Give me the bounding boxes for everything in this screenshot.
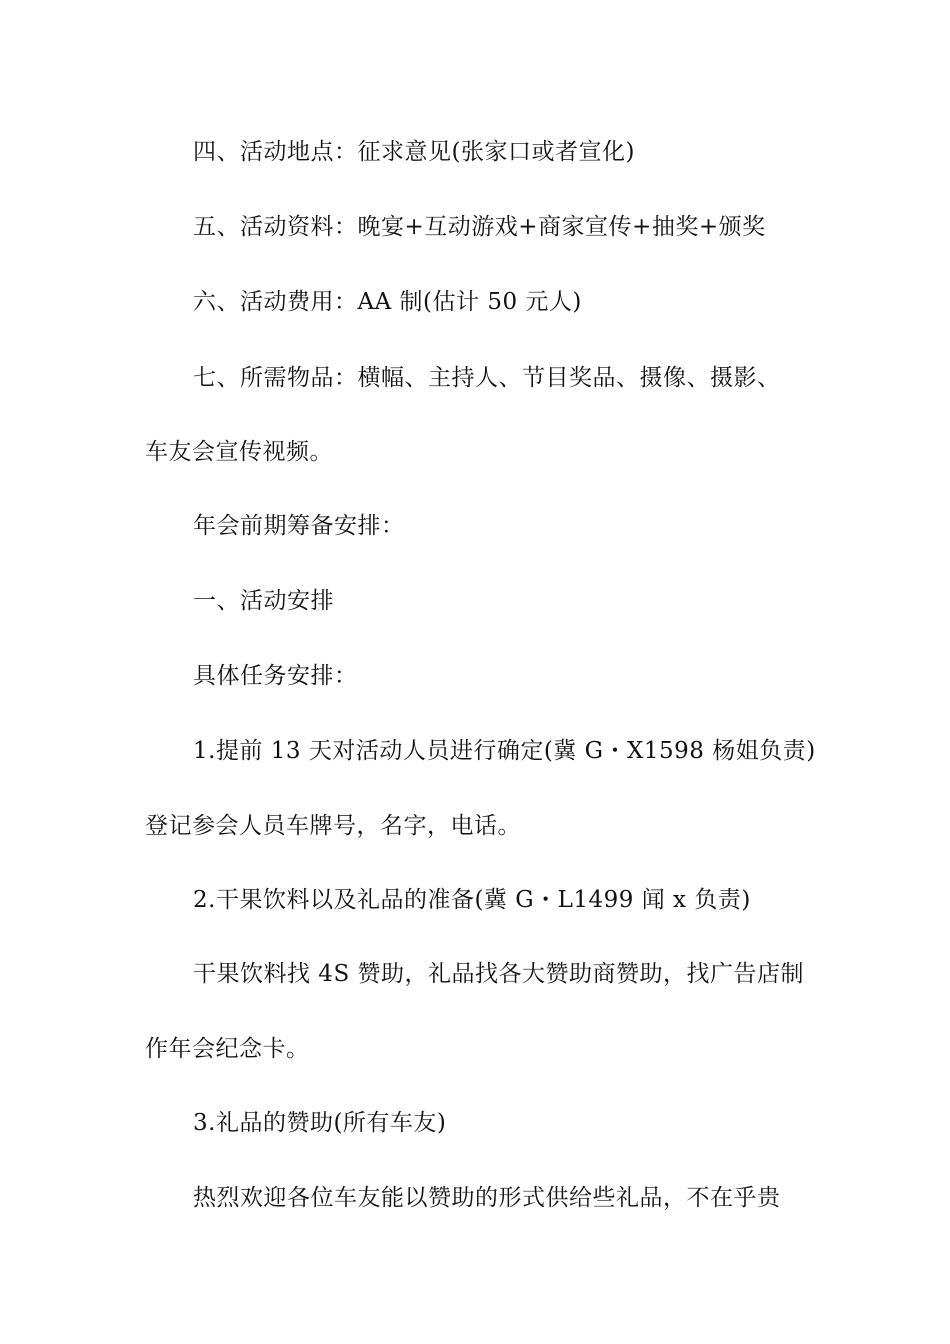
paragraph-activity-location: 四、活动地点：征求意见(张家口或者宣化) bbox=[193, 139, 635, 165]
paragraph-required-items-cont: 车友会宣传视频。 bbox=[145, 439, 333, 465]
list-item-1: 1.提前 13 天对活动人员进行确定(冀 G・X1598 杨姐负责) bbox=[193, 738, 816, 764]
list-item-3-detail: 热烈欢迎各位车友能以赞助的形式供给些礼品，不在乎贵 bbox=[193, 1185, 781, 1211]
section-heading-preparation: 年会前期筹备安排： bbox=[193, 513, 405, 539]
paragraph-activity-content: 五、活动资料：晚宴+互动游戏+商家宣传+抽奖+颁奖 bbox=[193, 214, 766, 240]
list-item-1-cont: 登记参会人员车牌号，名字，电话。 bbox=[145, 813, 521, 839]
paragraph-activity-cost: 六、活动费用：AA 制(估计 50 元人) bbox=[193, 289, 582, 315]
list-item-3: 3.礼品的赞助(所有车友) bbox=[193, 1110, 447, 1136]
subheading-task-arrangement: 具体任务安排： bbox=[193, 663, 358, 689]
section-heading-activity-arrangement: 一、活动安排 bbox=[193, 588, 334, 614]
list-item-2-detail-cont: 作年会纪念卡。 bbox=[145, 1036, 310, 1062]
paragraph-required-items: 七、所需物品：横幅、主持人、节目奖品、摄像、摄影、 bbox=[193, 365, 781, 391]
list-item-2-detail: 干果饮料找 4S 赞助，礼品找各大赞助商赞助，找广告店制 bbox=[193, 961, 805, 987]
list-item-2: 2.干果饮料以及礼品的准备(冀 G・L1499 闻 x 负责) bbox=[193, 887, 751, 913]
